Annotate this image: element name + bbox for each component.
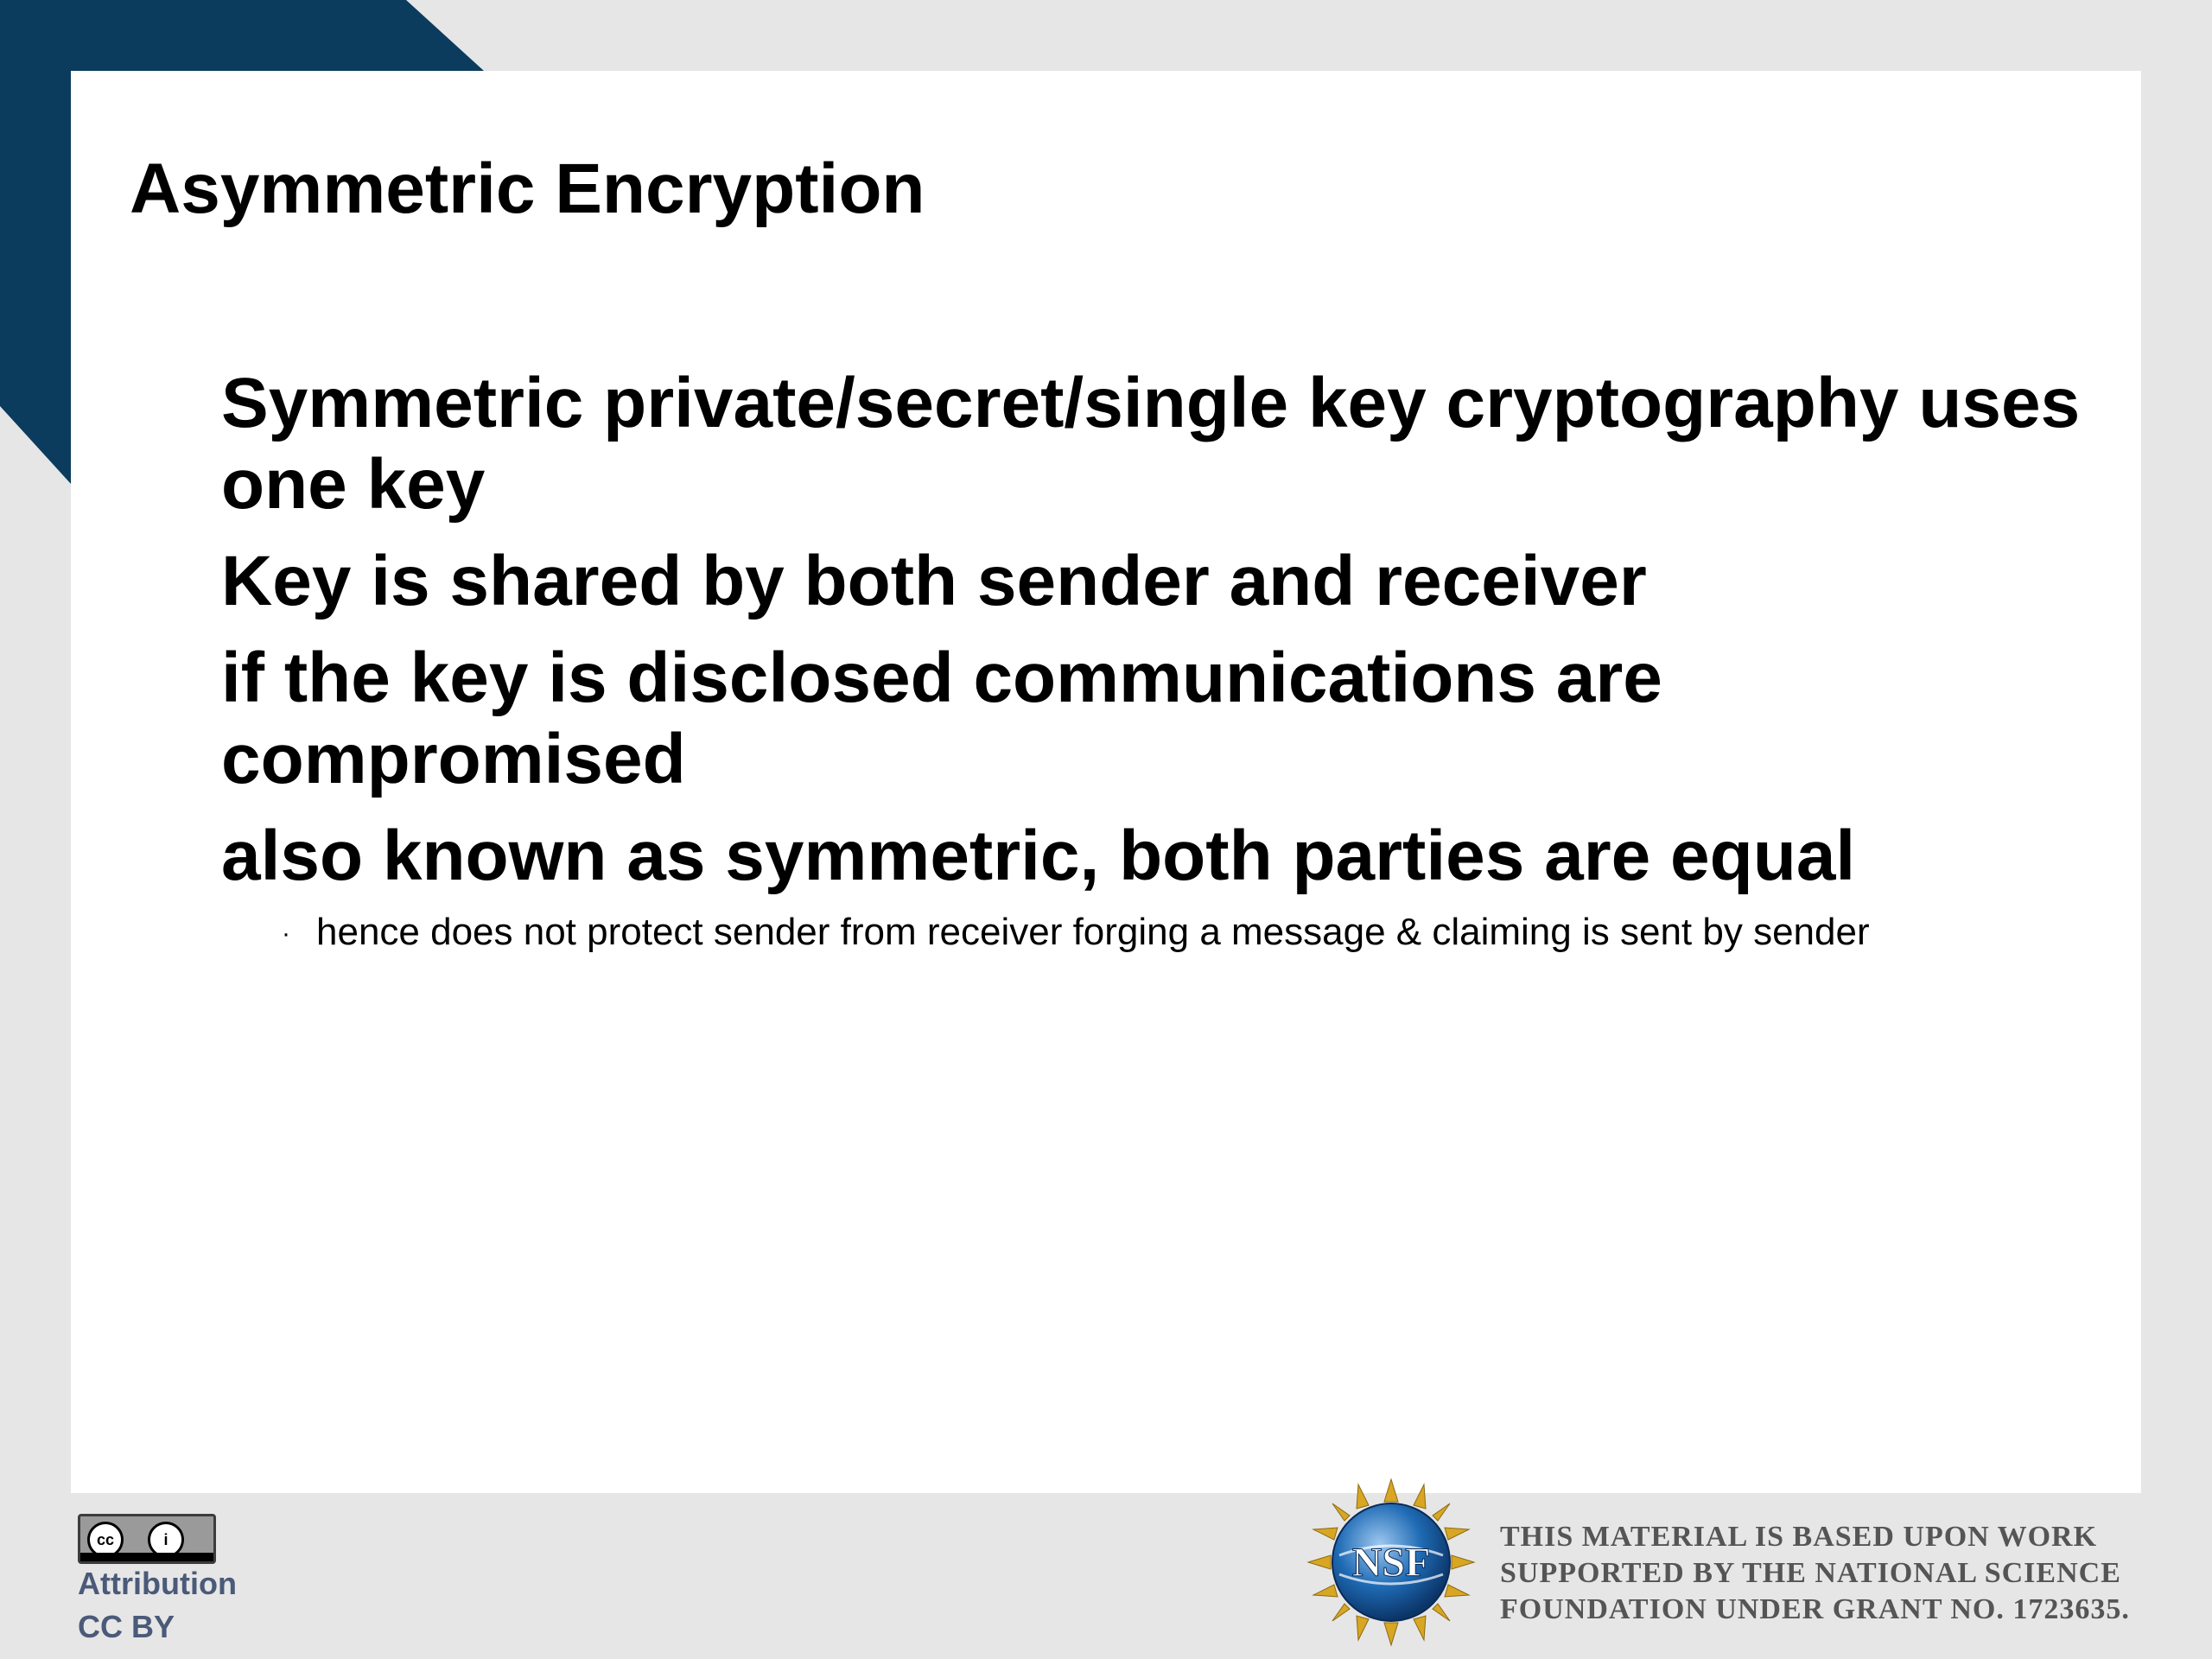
- bullet-item: Key is shared by both sender and receiver: [221, 542, 1647, 620]
- license-cc-by-label: CC BY: [78, 1609, 175, 1644]
- nsf-notice-line: SUPPORTED BY THE NATIONAL SCIENCE: [1500, 1557, 2121, 1589]
- nsf-funding-notice: [1500, 1519, 2130, 1628]
- nsf-logo-text: NSF: [1351, 1540, 1431, 1586]
- bullet-list: [221, 363, 2105, 912]
- sub-bullet-item: [282, 911, 1870, 954]
- cc-badge-bar: [80, 1553, 213, 1561]
- bullet-dot-icon: ·: [282, 919, 290, 949]
- slide-title: Asymmetric Encryption: [130, 149, 925, 228]
- bullet-item: also known as symmetric, both parties are equal: [221, 817, 1856, 895]
- cc-license-badge: [78, 1514, 216, 1564]
- nsf-notice-line: THIS MATERIAL IS BASED UPON WORK: [1500, 1521, 2098, 1553]
- cc-icon: cc: [87, 1522, 124, 1558]
- bullet-item: if the key is disclosed communications are compromised: [221, 639, 1662, 798]
- nsf-notice-line: FOUNDATION UNDER GRANT NO. 1723635.: [1500, 1593, 2130, 1625]
- license-attribution-label: Attribution: [78, 1566, 237, 1601]
- attribution-person-icon: i: [148, 1522, 184, 1558]
- bullet-item: Symmetric private/secret/single key cryptography uses one key: [221, 364, 2081, 524]
- nsf-logo: [1305, 1476, 1478, 1649]
- sub-bullet-text: hence does not protect sender from receiver forging a message & claiming is sent by sender: [316, 911, 1870, 953]
